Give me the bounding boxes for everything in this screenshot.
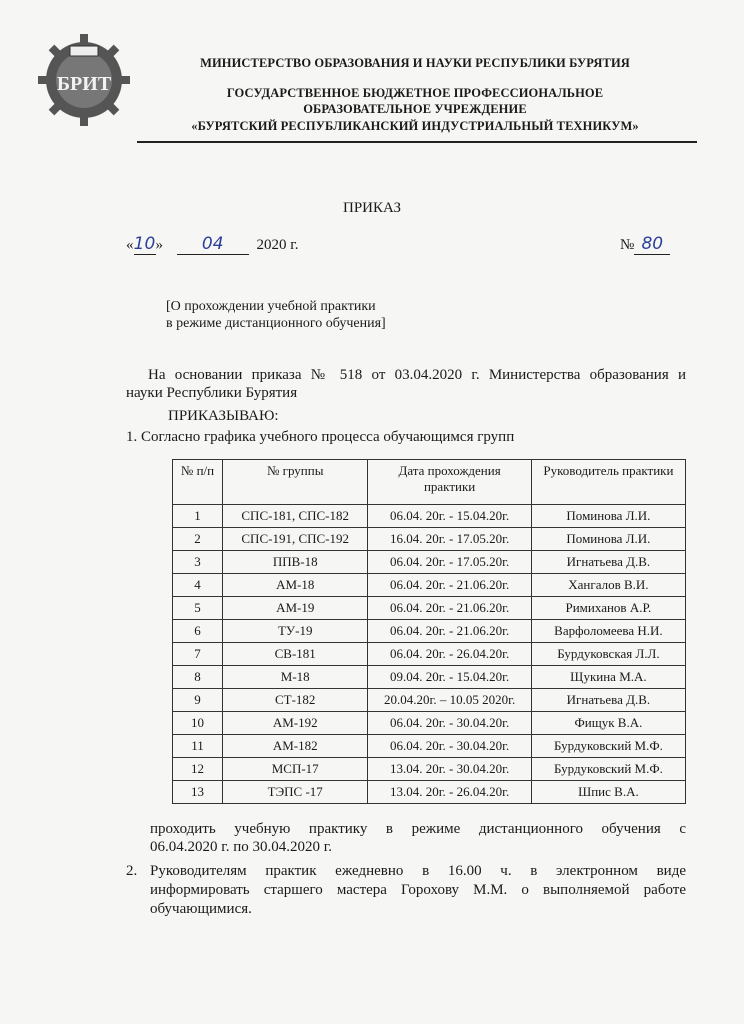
cell-dates: 06.04. 20г. - 30.04.20г. — [368, 735, 531, 758]
cell-group: СПС-191, СПС-192 — [223, 528, 368, 551]
cell-group: АМ-192 — [223, 712, 368, 735]
institution-line-3: «БУРЯТСКИЙ РЕСПУБЛИКАНСКИЙ ИНДУСТРИАЛЬНЫЙ ТЕХНИКУМ» — [191, 119, 639, 133]
cell-leader: Поминова Л.И. — [531, 505, 685, 528]
order-date: «10» 04 2020 г. — [126, 234, 299, 254]
table-row — [173, 712, 686, 735]
order-month: 04 — [177, 234, 249, 255]
institution-line-1: ГОСУДАРСТВЕННОЕ БЮДЖЕТНОЕ ПРОФЕССИОНАЛЬНОЕ — [226, 86, 604, 100]
cell-num: 9 — [173, 689, 223, 712]
cell-group: ППВ-18 — [223, 551, 368, 574]
cell-dates: 06.04. 20г. - 26.04.20г. — [368, 643, 531, 666]
cell-dates: 06.04. 20г. - 17.05.20г. — [368, 551, 531, 574]
table-row — [173, 597, 686, 620]
cell-leader: Игнатьева Д.В. — [531, 551, 685, 574]
header-divider — [137, 141, 697, 143]
table-row — [173, 666, 686, 689]
table-row — [173, 551, 686, 574]
item-1: 1. Согласно графика учебного процесса обучающимся групп — [126, 429, 515, 445]
order-number-value: 80 — [634, 234, 670, 255]
table-row — [173, 528, 686, 551]
table-header-row — [173, 460, 686, 505]
cell-dates: 16.04. 20г. - 17.05.20г. — [368, 528, 531, 551]
cell-group: АМ-182 — [223, 735, 368, 758]
table-row — [173, 781, 686, 804]
institution-line-2: ОБРАЗОВАТЕЛЬНОЕ УЧРЕЖДЕНИЕ — [303, 102, 527, 116]
order-word: ПРИКАЗЫВАЮ: — [168, 408, 279, 424]
cell-num: 2 — [173, 528, 223, 551]
order-day: 10 — [133, 234, 156, 254]
cell-leader: Бурдуковский М.Ф. — [531, 758, 685, 781]
logo-text: БРИТ — [56, 73, 112, 95]
cell-dates: 09.04. 20г. - 15.04.20г. — [368, 666, 531, 689]
table-row — [173, 620, 686, 643]
cell-num: 10 — [173, 712, 223, 735]
header-dates: Дата прохождения практики — [368, 460, 531, 505]
cell-dates: 06.04. 20г. - 15.04.20г. — [368, 505, 531, 528]
cell-num: 8 — [173, 666, 223, 689]
cell-num: 11 — [173, 735, 223, 758]
cell-num: 3 — [173, 551, 223, 574]
cell-group: МСП-17 — [223, 758, 368, 781]
cell-num: 6 — [173, 620, 223, 643]
cell-num: 1 — [173, 505, 223, 528]
cell-dates: 06.04. 20г. - 21.06.20г. — [368, 597, 531, 620]
cell-leader: Бурдуковская Л.Л. — [531, 643, 685, 666]
cell-num: 7 — [173, 643, 223, 666]
cell-dates: 13.04. 20г. - 26.04.20г. — [368, 781, 531, 804]
cell-num: 13 — [173, 781, 223, 804]
cell-group: СПС-181, СПС-182 — [223, 505, 368, 528]
cell-group: ТУ-19 — [223, 620, 368, 643]
cell-leader: Шпис В.А. — [531, 781, 685, 804]
cell-dates: 06.04. 20г. - 30.04.20г. — [368, 712, 531, 735]
cell-num: 5 — [173, 597, 223, 620]
header-group: № группы — [223, 460, 368, 505]
cell-num: 12 — [173, 758, 223, 781]
order-subject: [О прохождении учебной практики в режиме дистанционного обучения] — [166, 299, 386, 331]
cell-group: ТЭПС -17 — [223, 781, 368, 804]
order-basis: На основании приказа № 518 от 03.04.2020 г. Министерства образования и науки Республики Бурятия — [126, 367, 686, 401]
order-year: 2020 г. — [256, 237, 299, 253]
table-row — [173, 758, 686, 781]
cell-dates: 13.04. 20г. - 30.04.20г. — [368, 758, 531, 781]
cell-dates: 06.04. 20г. - 21.06.20г. — [368, 620, 531, 643]
header-leader: Руководитель практики — [531, 460, 685, 505]
order-number: № 80 — [620, 234, 670, 255]
cell-leader: Варфоломеева Н.И. — [531, 620, 685, 643]
practice-schedule-table — [172, 459, 686, 804]
table-row — [173, 574, 686, 597]
table-row — [173, 689, 686, 712]
college-logo — [34, 30, 134, 130]
practice-period: проходить учебную практику в режиме дистанционного обучения с 06.04.2020 г. по 30.04.2020 г. — [150, 821, 686, 855]
cell-group: АМ-19 — [223, 597, 368, 620]
cell-group: СВ-181 — [223, 643, 368, 666]
order-title: ПРИКАЗ — [343, 200, 401, 216]
cell-group: СТ-182 — [223, 689, 368, 712]
cell-leader: Поминова Л.И. — [531, 528, 685, 551]
cell-dates: 06.04. 20г. - 21.06.20г. — [368, 574, 531, 597]
table-row — [173, 505, 686, 528]
cell-group: АМ-18 — [223, 574, 368, 597]
cell-num: 4 — [173, 574, 223, 597]
header-num: № п/п — [173, 460, 223, 505]
cell-dates: 20.04.20г. – 10.05 2020г. — [368, 689, 531, 712]
cell-leader: Хангалов В.И. — [531, 574, 685, 597]
item-2: 2. Руководителям практик ежедневно в 16.00 ч. в электронном виде информировать старшего мастера Горохову М.М. о выполняемой работе обучающимися. — [126, 863, 686, 917]
cell-leader: Фищук В.А. — [531, 712, 685, 735]
cell-leader: Игнатьева Д.В. — [531, 689, 685, 712]
table-row — [173, 735, 686, 758]
cell-leader: Римиханов А.Р. — [531, 597, 685, 620]
cell-leader: Бурдуковский М.Ф. — [531, 735, 685, 758]
cell-leader: Щукина М.А. — [531, 666, 685, 689]
cell-group: М-18 — [223, 666, 368, 689]
ministry-name: МИНИСТЕРСТВО ОБРАЗОВАНИЯ И НАУКИ РЕСПУБЛИКИ БУРЯТИЯ — [200, 56, 630, 70]
table-row — [173, 643, 686, 666]
